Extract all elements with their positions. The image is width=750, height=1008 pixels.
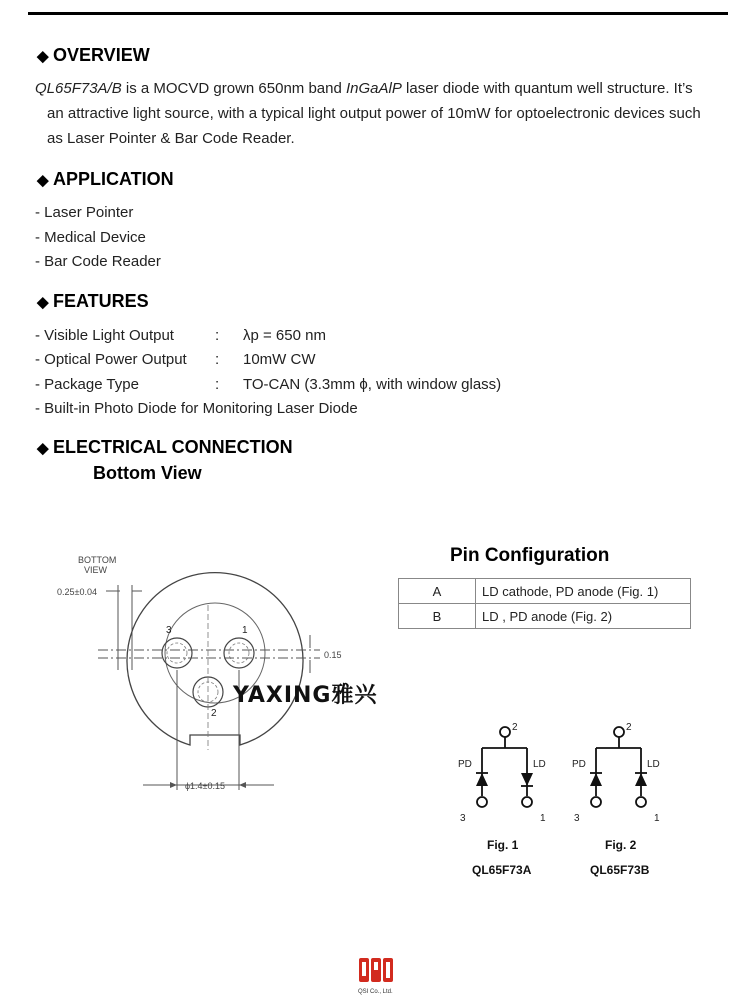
overview-line-2: an attractive light source, with a typical light output power of 10mW for optoelectronic devices such [47, 105, 701, 122]
feature-colon: : [215, 327, 220, 344]
ld-label: LD [533, 759, 546, 770]
node-label: 3 [460, 813, 466, 824]
application-heading: ◆ APPLICATION [37, 169, 174, 189]
feature-colon: : [215, 351, 220, 368]
fig-1-model: QL65F73A [472, 863, 532, 877]
bottom-view-drawing [40, 545, 400, 805]
fig-2-caption: Fig. 2 [605, 838, 637, 852]
node-label: 2 [626, 722, 632, 733]
table-row [399, 579, 691, 604]
feature-value: 10mW CW [243, 351, 316, 368]
circuit-figures [445, 718, 685, 888]
pin-3-circle [162, 638, 192, 668]
ld-label: LD [647, 759, 660, 770]
diamond-bullet-icon: ◆ [37, 48, 49, 65]
feature-colon: : [215, 376, 220, 393]
fig-1-circuit [458, 722, 546, 877]
pin-configuration-title: Pin Configuration [450, 545, 610, 566]
pin-configuration-table [398, 578, 691, 629]
pin-cell: A [399, 579, 476, 604]
diamond-bullet-icon: ◆ [37, 294, 49, 311]
feature-label: - Visible Light Output [35, 327, 174, 344]
application-item: - Laser Pointer [35, 204, 134, 221]
application-item: - Medical Device [35, 229, 146, 246]
qsi-logo [355, 955, 401, 997]
node-label: 1 [540, 813, 546, 824]
pd-label: PD [572, 759, 586, 770]
pin-label: 3 [166, 625, 172, 636]
dim-label-bottom: ϕ1.4±0.15 [185, 781, 226, 791]
pin-1-circle [224, 638, 254, 668]
pin-label: 2 [211, 708, 217, 719]
overview-line-1: QL65F73A/B is a MOCVD grown 650nm band InGaAlP laser diode with quantum well structure. It’s [35, 80, 693, 97]
fig-1-caption: Fig. 1 [487, 838, 519, 852]
diamond-bullet-icon: ◆ [37, 172, 49, 189]
dim-label-top: 0.25±0.04 [57, 587, 97, 597]
pin-desc-cell: LD cathode, PD anode (Fig. 1) [476, 579, 691, 604]
dim-label-right: 0.15 [324, 650, 342, 660]
feature-value: TO-CAN (3.3mm ϕ, with window glass) [243, 376, 502, 393]
node-label: 3 [574, 813, 580, 824]
node-label: 2 [512, 722, 518, 733]
fig-2-circuit [572, 722, 660, 877]
node-label: 1 [654, 813, 660, 824]
pd-label: PD [458, 759, 472, 770]
material: InGaAlP [346, 80, 402, 97]
features-heading: ◆ FEATURES [37, 291, 149, 311]
feature-label: - Built-in Photo Diode for Monitoring Laser Diode [35, 400, 358, 417]
company-name: QSI Co., Ltd. [358, 989, 393, 995]
overview-line-3: as Laser Pointer & Bar Code Reader. [47, 130, 295, 147]
drawing-caption: VIEW [84, 565, 108, 575]
feature-label: - Optical Power Output [35, 351, 187, 368]
electrical-heading: ◆ ELECTRICAL CONNECTION [37, 437, 293, 457]
pin-label: 1 [242, 625, 248, 636]
top-rule [28, 12, 728, 15]
can-outline [127, 573, 303, 745]
diamond-bullet-icon: ◆ [37, 440, 49, 457]
application-item: - Bar Code Reader [35, 253, 161, 270]
fig-2-model: QL65F73B [590, 863, 650, 877]
bottom-view-subheading: Bottom View [93, 463, 202, 483]
pin-desc-cell: LD , PD anode (Fig. 2) [476, 604, 691, 629]
feature-value: λp = 650 nm [243, 327, 326, 344]
overview-heading: ◆ OVERVIEW [37, 45, 150, 65]
drawing-caption: BOTTOM [78, 555, 117, 565]
table-row [399, 604, 691, 629]
part-number: QL65F73A/B [35, 80, 122, 97]
pin-cell: B [399, 604, 476, 629]
watermark-text: YAXING雅兴 [233, 683, 378, 708]
feature-label: - Package Type [35, 376, 139, 393]
